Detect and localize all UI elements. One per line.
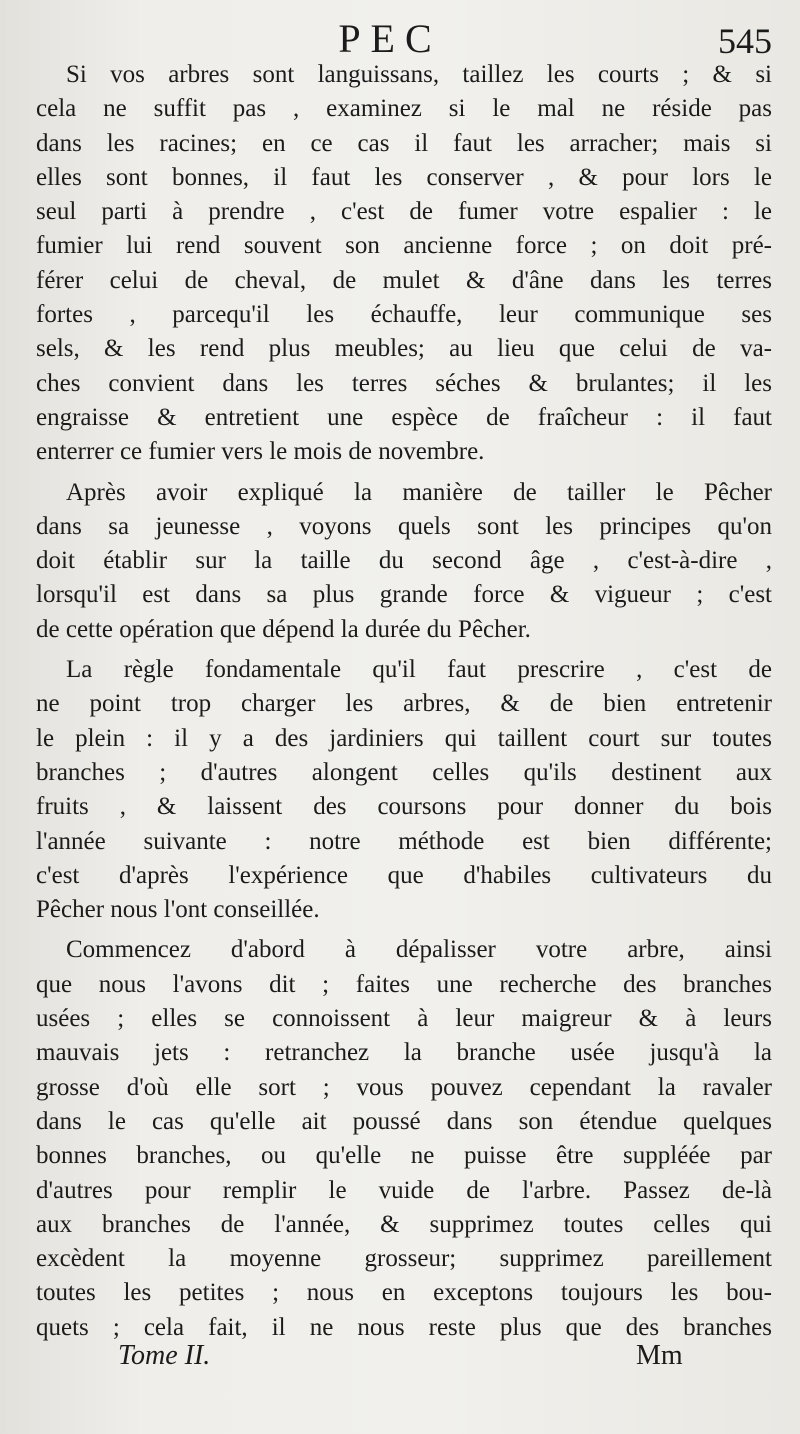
paragraph — [36, 933, 772, 1345]
text-line: usées ; elles se connoissent à leur maigreur & à leurs — [36, 1005, 772, 1033]
text-line: fumier lui rend souvent son ancienne force ; on doit pré- — [36, 232, 772, 260]
text-line: fortes , parcequ'il les échauffe, leur communique ses — [36, 301, 772, 329]
text-line: le plein : il y a des jardiniers qui taillent court sur toutes — [36, 724, 772, 752]
text-line: elles sont bonnes, il faut les conserver , & pour lors le — [36, 163, 772, 191]
text-line: lorsqu'il est dans sa plus grande force & vigueur ; c'est — [36, 581, 772, 609]
text-line: de cette opération que dépend la durée du Pêcher. — [36, 615, 531, 643]
paragraph — [36, 653, 772, 927]
text-line: Si vos arbres sont languissans, taillez les courts ; & si — [66, 61, 772, 88]
text-line: aux branches de l'année, & supprimez toutes celles qui — [36, 1210, 772, 1238]
text-line: grosse d'où elle sort ; vous pouvez cependant la ravaler — [36, 1073, 772, 1101]
text-line: l'année suivante : notre méthode est bien différente; — [36, 827, 772, 855]
text-line: bonnes branches, ou qu'elle ne puisse être suppléée par — [36, 1142, 772, 1170]
text-line: ne point trop charger les arbres, & de bien entretenir — [36, 690, 772, 718]
text-line: Pêcher nous l'ont conseillée. — [36, 896, 320, 924]
text-line: enterrer ce fumier vers le mois de novembre. — [36, 438, 485, 466]
page-header — [0, 14, 800, 64]
text-line: férer celui de cheval, de mulet & d'âne dans les terres — [36, 266, 772, 294]
text-line: doit établir sur la taille du second âge , c'est-à-dire , — [36, 547, 772, 575]
text-line: ches convient dans les terres séches & brulantes; il les — [36, 369, 772, 397]
text-line: quets ; cela fait, il ne nous reste plus que des branches — [36, 1313, 772, 1341]
text-line: dans sa jeunesse , voyons quels sont les principes qu'on — [36, 512, 772, 540]
text-line: Commencez d'abord à dépalisser votre arbre, ainsi — [66, 936, 772, 964]
page-number: 545 — [718, 21, 772, 61]
body-text — [36, 58, 772, 1345]
paragraph — [36, 476, 772, 647]
text-line: dans le cas qu'elle ait poussé dans son étendue quelques — [36, 1107, 772, 1135]
text-line: seul parti à prendre , c'est de fumer votre espalier : le — [36, 198, 772, 226]
paragraph — [36, 58, 772, 470]
text-line: d'autres pour remplir le vuide de l'arbre. Passez de-là — [36, 1176, 772, 1204]
text-line: dans les racines; en ce cas il faut les arracher; mais si — [36, 129, 772, 157]
text-line: Après avoir expliqué la manière de tailler le Pêcher — [66, 478, 772, 506]
text-line: branches ; d'autres alongent celles qu'ils destinent aux — [36, 758, 772, 786]
text-line: fruits , & laissent des coursons pour donner du bois — [36, 793, 772, 821]
page-footer — [0, 1336, 800, 1376]
text-line: que nous l'avons dit ; faites une recherche des branches — [36, 970, 772, 998]
text-line: mauvais jets : retranchez la branche usée jusqu'à la — [36, 1039, 772, 1067]
text-line: engraisse & entretient une espèce de fraîcheur : il faut — [36, 403, 772, 431]
text-line: c'est d'après l'expérience que d'habiles cultivateurs du — [36, 861, 772, 889]
text-line: sels, & les rend plus meubles; au lieu que celui de va- — [36, 335, 772, 363]
text-line: excèdent la moyenne grosseur; supprimez pareillement — [36, 1245, 772, 1273]
running-head: PEC — [338, 16, 442, 61]
signature-mark: Mm — [636, 1340, 683, 1371]
text-line: cela ne suffit pas , examinez si le mal ne réside pas — [36, 95, 772, 123]
text-line: toutes les petites ; nous en exceptons toujours les bou- — [36, 1279, 772, 1307]
text-line: La règle fondamentale qu'il faut prescrire , c'est de — [66, 656, 772, 684]
volume-label: Tome II. — [118, 1340, 211, 1371]
